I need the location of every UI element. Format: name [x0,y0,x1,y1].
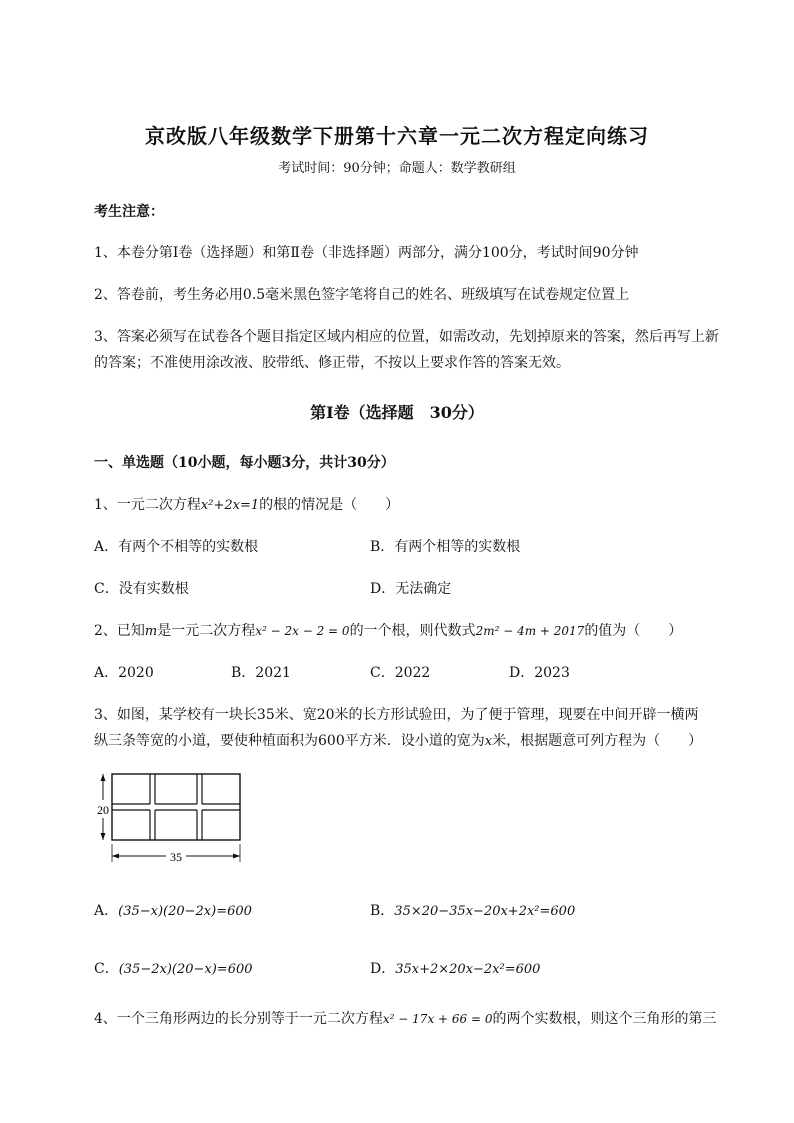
q2-option-c[interactable]: C．2022 [370,665,431,681]
q3-option-b-label: B． [370,903,395,919]
part-heading: 一、单选题（10小题，每小题3分，共计30分） [94,455,395,471]
question-4 [94,1008,716,1028]
field-diagram [88,764,258,868]
q2-expression: 2m² − 4m + 2017 [475,624,585,638]
page-subtitle: 考试时间：90分钟；命题人：数学教研组 [278,161,516,176]
q2-mid2: 的一个根，则代数式 [349,623,476,639]
q3-option-d-label: D． [370,961,396,977]
q2-mid: 是一元二次方程 [157,623,256,639]
question-2 [94,620,682,640]
question-3-line-1: 3、如图，某学校有一块长35米、宽20米的长方形试验田，为了便于管理，现要在中间开辟一横两 [94,707,699,723]
q4-suffix: 的两个实数根，则这个三角形的第三 [492,1011,717,1027]
q1-prefix: 1、一元二次方程 [94,497,201,513]
q1-suffix: 的根的情况是（ ） [259,497,400,513]
height-label: 20 [97,803,109,817]
q3-line2-suffix: 米，根据题意可列方程为（ ） [492,733,703,749]
q3-option-d[interactable] [370,958,540,978]
q3-variable: x [484,734,493,749]
width-label: 35 [170,850,182,864]
q4-prefix: 4、一个三角形两边的长分别等于一元二次方程 [94,1011,383,1027]
q1-option-d[interactable]: D．无法确定 [370,581,452,597]
q2-variable: m [144,624,158,639]
q3-option-a-label: A． [94,903,119,919]
q3-option-d-math: 35x+2×20x−2x²=600 [395,962,541,977]
notice-item: 1、本卷分第Ⅰ卷（选择题）和第Ⅱ卷（非选择题）两部分，满分100分，考试时间90分钟 [94,245,639,261]
q2-option-a[interactable]: A．2020 [94,665,154,681]
q2-suffix: 的值为（ ） [584,623,683,639]
q2-option-d[interactable]: D．2023 [509,665,570,681]
q3-option-c-label: C． [94,961,119,977]
q1-option-c[interactable]: C．没有实数根 [94,581,189,597]
field-outline [112,774,240,840]
notice-item: 3、答案必须写在试卷各个题目指定区域内相应的位置，如需改动，先划掉原来的答案，然后再写上新 [94,329,719,345]
page-title: 京改版八年级数学下册第十六章一元二次方程定向练习 [145,124,649,148]
q3-option-a-math: (35−x)(20−2x)=600 [118,904,252,919]
section-title: 第Ⅰ卷（选择题 30分） [310,403,484,422]
notice-heading: 考生注意： [94,204,164,220]
q3-option-a[interactable] [94,900,252,920]
q2-prefix: 2、已知 [94,623,145,639]
q3-option-c-math: (35−2x)(20−x)=600 [118,962,253,977]
q1-option-b[interactable]: B．有两个相等的实数根 [370,539,521,555]
q2-equation: x² − 2x − 2 = 0 [255,624,350,638]
q3-option-b-math: 35×20−35x−20x+2x²=600 [394,904,576,919]
notice-item: 的答案；不准使用涂改液、胶带纸、修正带，不按以上要求作答的答案无效。 [94,355,570,371]
q3-option-b[interactable] [370,900,575,920]
q2-option-b[interactable]: B．2021 [231,665,291,681]
question-1 [94,494,399,514]
q3-option-c[interactable] [94,958,253,978]
q1-equation: x²+2x=1 [200,498,260,513]
notice-item: 2、答卷前，考生务必用0.5毫米黑色签字笔将自己的姓名、班级填写在试卷规定位置上 [94,287,630,303]
q4-equation: x² − 17x + 66 = 0 [382,1012,493,1026]
question-3-line-2 [94,730,702,750]
q3-line2-prefix: 纵三条等宽的小道，要使种植面积为600平方米．设小道的宽为 [94,733,485,749]
q1-option-a[interactable]: A．有两个不相等的实数根 [94,539,259,555]
